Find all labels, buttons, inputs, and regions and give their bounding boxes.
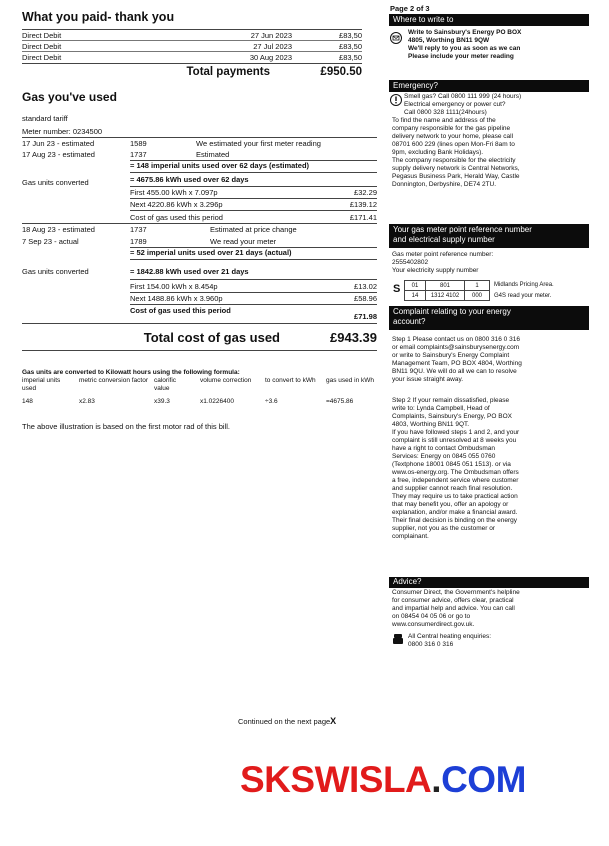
formula-note: The above illustration is based on the first motor rad of this bill.	[22, 422, 231, 431]
write-address	[408, 29, 588, 61]
emergency-line: Donnington, Derbyshire, DE74 2TU.	[392, 181, 497, 188]
emergency-lines-a	[404, 93, 590, 117]
complaint-line: (Textphone 18001 0845 051 1513). or via	[392, 461, 511, 468]
period-cost-row	[130, 212, 377, 222]
emergency-line: To find the name and address of the	[392, 117, 496, 124]
heating-enquiries	[408, 633, 588, 649]
total-gas-value: £943.39	[330, 329, 377, 345]
complaint-line: a free, independent service where customer	[392, 477, 519, 484]
total-payments-value: £950.50	[320, 66, 362, 78]
continued-text: Continued on the next page	[238, 717, 331, 726]
formula-value: 148	[22, 398, 33, 405]
reading-value: 1737	[130, 149, 147, 159]
emergency-line: The company responsible for the electricity	[392, 157, 516, 164]
section-header-advice: Advice?	[389, 577, 589, 588]
payment-method: Direct Debit	[22, 30, 62, 40]
meter-ref-lines	[392, 251, 588, 275]
formula-header: gas used in kWh	[326, 377, 375, 384]
total-gas-row	[22, 328, 377, 346]
payment-amount: £83,50	[339, 30, 362, 40]
charge-value: £13.02	[354, 281, 377, 291]
divider	[130, 210, 377, 211]
supply-grid-cell: 01	[404, 280, 426, 291]
charge-row	[130, 293, 377, 303]
formula-value: x1.0226400	[200, 398, 234, 405]
watermark-part2: COM	[441, 759, 526, 800]
conversion-label: Gas units converted	[22, 267, 89, 276]
divider	[130, 172, 377, 173]
gas-title: Gas you've used	[22, 90, 117, 104]
complaint-line: complainant.	[392, 533, 429, 540]
reading-value: 1589	[130, 138, 147, 148]
watermark-dot: .	[431, 759, 442, 800]
continued-x-mark: X	[330, 716, 337, 726]
payment-date: 27 Jul 2023	[253, 41, 292, 51]
divider	[22, 323, 377, 324]
charge-row	[130, 281, 377, 291]
units-used: = 52 imperial units used over 21 days (actual)	[130, 248, 292, 257]
supply-grid-note: G4S read your meter.	[494, 293, 552, 299]
complaint-line: and supplier cannot reach final resolution.	[392, 485, 513, 492]
reading-value: 1737	[130, 224, 147, 234]
complaint-header-line: account?	[393, 317, 426, 326]
emergency-line: Smell gas? Call 0800 111 999 (24 hours)	[404, 93, 522, 100]
complaint-line: www.os-energy.org. The Ombudsman offers	[392, 469, 519, 476]
complaint-line: BN11 9QU. We will do all we can to resolve	[392, 368, 517, 375]
reading-row	[22, 224, 377, 234]
reading-value: 1789	[130, 236, 147, 246]
emergency-line: Call 0800 328 1111(24hours)	[404, 109, 487, 116]
complaint-line: 4803, Worthing BN11 9QT.	[392, 421, 470, 428]
formula-value: =4675.86	[326, 398, 354, 405]
period-cost-value: £71.98	[354, 312, 377, 321]
period-cost-value: £171.41	[349, 212, 377, 222]
divider	[130, 259, 377, 260]
section-header-meter-ref	[389, 224, 589, 248]
advice-line: www.consumerdirect.gov.uk.	[392, 621, 475, 628]
section-header-complaint	[389, 306, 589, 330]
meter-ref-header-line: Your gas meter point reference number	[393, 225, 532, 234]
page-number: Page 2 of 3	[390, 4, 430, 13]
supply-grid-cell: 000	[464, 290, 490, 301]
supply-grid-note: Midlands Pricing Area.	[494, 282, 554, 288]
meter-ref-line: Gas meter point reference number:	[392, 251, 494, 258]
formula-header: calorific value	[154, 377, 177, 392]
advice-line: for consumer advice, offers clear, practical	[392, 597, 514, 604]
payment-date: 27 Jun 2023	[250, 30, 292, 40]
reading-note: We estimated your first meter reading	[196, 138, 321, 148]
tariff-name: standard tariff	[22, 114, 68, 123]
payment-date: 30 Aug 2023	[249, 52, 292, 62]
complaint-line: or write to Sainsbury's Energy Complaint	[392, 352, 510, 359]
divider	[22, 350, 377, 351]
payment-method: Direct Debit	[22, 41, 62, 51]
write-line: Please include your meter reading	[408, 53, 514, 60]
payment-row	[22, 30, 362, 40]
section-header-emergency: Emergency?	[389, 80, 589, 92]
continued-note	[238, 716, 336, 726]
complaint-line: Complaints, Sainsbury's Energy, PO BOX	[392, 413, 512, 420]
reading-date: 18 Aug 23 - estimated	[22, 224, 95, 234]
reading-date: 7 Sep 23 - actual	[22, 236, 79, 246]
complaint-line: explanation, and/or make a financial award.	[392, 509, 518, 516]
payment-amount: £83,50	[339, 52, 362, 62]
reading-row	[22, 236, 377, 246]
supply-grid-cell: 1312 4102	[425, 290, 465, 301]
emergency-line: delivery network to your home, please call	[392, 133, 514, 140]
units-used: = 148 imperial units used over 62 days (estimated)	[130, 161, 310, 170]
period-cost-label: Cost of gas used this period	[130, 212, 223, 222]
advice-line: All Central heating enquiries:	[408, 633, 492, 640]
meter-ref-line: 2555402802	[392, 259, 429, 266]
complaint-step2	[392, 397, 588, 541]
payment-row	[22, 52, 362, 62]
total-gas-label: Total cost of gas used	[143, 329, 280, 345]
conversion-label: Gas units converted	[22, 178, 89, 187]
complaint-line: Management Team, PO BOX 4804, Worthing	[392, 360, 522, 367]
complaint-line: If you have followed steps 1 and 2, and your	[392, 429, 520, 436]
formula-header: imperial units used	[22, 377, 61, 392]
complaint-line: complaint is still unresolved at 8 weeks you	[392, 437, 517, 444]
reading-row	[22, 149, 377, 159]
payment-method: Direct Debit	[22, 52, 62, 62]
formula-title: Gas units are converted to Kilowatt hours using the following formula:	[22, 369, 240, 376]
period-cost-label: Cost of gas used this period	[130, 306, 231, 315]
formula-header: metric conversion factor	[79, 377, 148, 384]
supply-grid-cell: 14	[404, 290, 426, 301]
meter-number: Meter number: 0234500	[22, 127, 103, 136]
formula-value: x39.3	[154, 398, 170, 405]
complaint-line: They may require us to take practical action	[392, 493, 518, 500]
reading-note: We read your meter	[210, 236, 277, 246]
complaint-line: your issue straight away.	[392, 376, 464, 383]
kwh-used: = 1842.88 kWh used over 21 days	[130, 267, 249, 276]
advice-lines	[392, 589, 588, 629]
formula-header: to convert to kWh	[265, 377, 316, 384]
phone-icon	[393, 633, 403, 645]
charge-label: Next 4220.86 kWh x 3.296p	[130, 199, 223, 209]
complaint-line: supplier, not you as the customer or	[392, 525, 495, 532]
formula-value: ÷3.6	[265, 398, 278, 405]
charge-value: £139.12	[349, 199, 377, 209]
total-payments-label: Total payments	[186, 66, 270, 78]
emergency-line: 9pm, excluding Bank Holidays).	[392, 149, 484, 156]
charge-row	[130, 187, 377, 197]
write-line: 4805, Worthing BN11 9QW	[408, 37, 490, 44]
reading-date: 17 Aug 23 - estimated	[22, 149, 95, 159]
complaint-line: Step 2 If your remain dissatisfied, please	[392, 397, 510, 404]
emergency-line: Electrical emergency or power cut?	[404, 101, 506, 108]
divider	[130, 279, 377, 280]
payment-amount: £83,50	[339, 41, 362, 51]
emergency-line: supply delivery network is Central Networks,	[392, 165, 520, 172]
complaint-header-line: Complaint relating to your energy	[393, 307, 511, 316]
emergency-lines-b	[392, 117, 588, 189]
charge-row	[130, 199, 377, 209]
write-line: Write to Sainsbury's Energy PO BOX	[408, 29, 522, 36]
total-payments-row	[22, 64, 362, 80]
envelope-icon	[390, 32, 402, 44]
payment-row	[22, 41, 362, 51]
reading-row	[22, 138, 377, 148]
charge-value: £32.29	[354, 187, 377, 197]
kwh-used: = 4675.86 kWh used over 62 days	[130, 175, 249, 184]
advice-line: on 08454 04 05 06 or go to	[392, 613, 471, 620]
supply-grid-cell: 801	[425, 280, 465, 291]
divider	[130, 304, 377, 305]
meter-ref-header-line: and electrical supply number	[393, 235, 495, 244]
complaint-line: Services: Energy on 0845 055 0760	[392, 453, 496, 460]
advice-line: Consumer Direct, the Government's helpline	[392, 589, 520, 596]
complaint-line: Their final decision is binding on the energy	[392, 517, 518, 524]
reading-note: Estimated	[196, 149, 230, 159]
reading-note: Estimated at price change	[210, 224, 297, 234]
meter-ref-line: Your electricity supply number	[392, 267, 479, 274]
emergency-line: Pegasus Business Park, Herald Way, Castle	[392, 173, 520, 180]
advice-line: 0800 316 0 316	[408, 641, 454, 648]
complaint-line: or email complaints@sainsburysenergy.com	[392, 344, 520, 351]
complaint-line: have a right to contact Ombudsman	[392, 445, 495, 452]
complaint-line: Step 1 Please contact us on 0800 316 0 316	[392, 336, 520, 343]
supply-grid-cell: 1	[464, 280, 490, 291]
reading-date: 17 Jun 23 - estimated	[22, 138, 95, 148]
watermark-part1: SKSWISLA	[240, 759, 432, 800]
charge-label: First 154.00 kWh x 8.454p	[130, 281, 218, 291]
paid-title: What you paid- thank you	[22, 10, 175, 24]
supply-grid-s: S	[393, 283, 401, 295]
formula-header: volume correction	[200, 377, 252, 384]
section-header-write: Where to write to	[389, 14, 589, 26]
emergency-line: 08701 600 229 (lines open Mon-Fri 8am to	[392, 141, 515, 148]
emergency-line: company responsible for the gas pipeline	[392, 125, 511, 132]
complaint-step1	[392, 336, 588, 384]
complaint-line: that may benefit you, offer an apology or	[392, 501, 509, 508]
complaint-line: write to: Lynda Campbell, Head of	[392, 405, 490, 412]
formula-value: x2.83	[79, 398, 95, 405]
charge-label: Next 1488.86 kWh x 3.960p	[130, 293, 223, 303]
charge-value: £58.96	[354, 293, 377, 303]
advice-line: and impartial help and advice. You can call	[392, 605, 515, 612]
watermark	[240, 758, 526, 802]
charge-label: First 455.00 kWh x 7.097p	[130, 187, 218, 197]
write-line: We'll reply to you as soon as we can	[408, 45, 521, 52]
warning-icon	[390, 94, 402, 106]
